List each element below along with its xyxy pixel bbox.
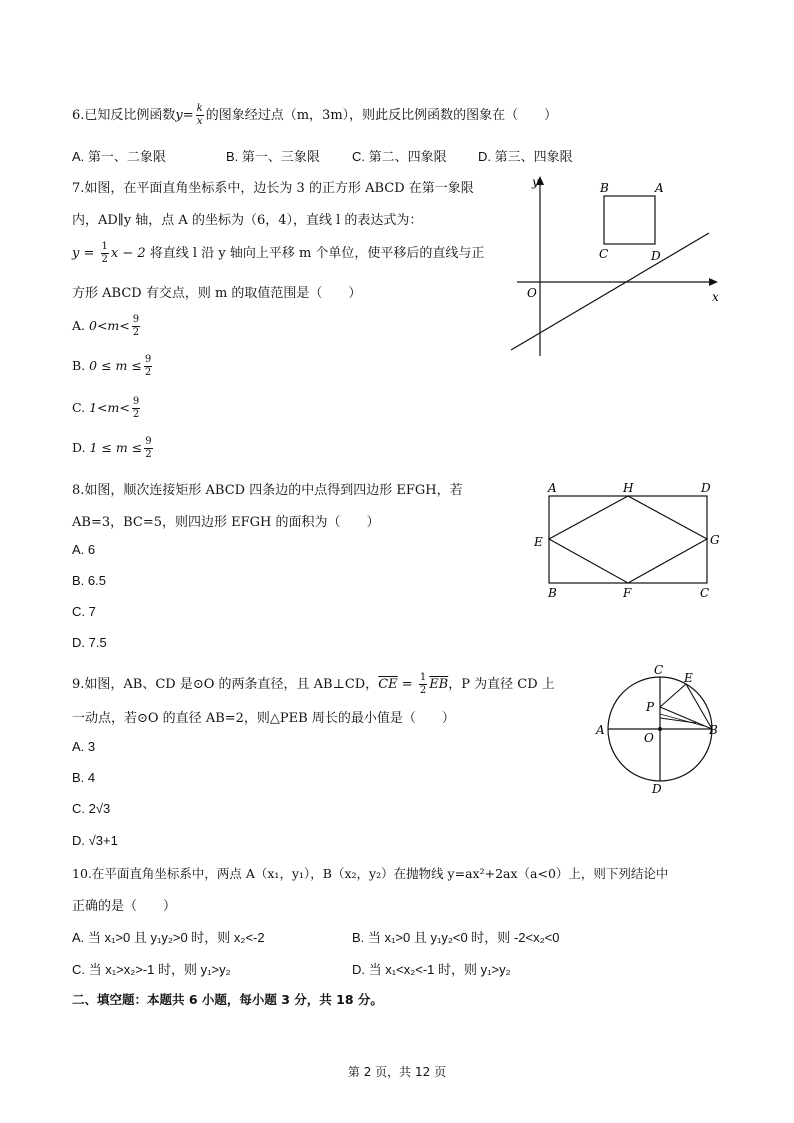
- q6-option-a: A. 第一、二象限: [72, 149, 166, 164]
- q7-label-d: D: [651, 249, 661, 263]
- q9-label-e: E: [684, 671, 693, 685]
- q7-line-1: 7.如图，在平面直角坐标系中，边长为 3 的正方形 ABCD 在第一象限: [72, 181, 474, 196]
- q6-option-c: C. 第二、四象限: [352, 149, 447, 164]
- q9-label-a: A: [596, 723, 605, 737]
- q8-rectangle-figure: [530, 478, 730, 603]
- q7-label-y: y: [532, 175, 539, 189]
- q9-arc-eb: $\overline{EB}$: [429, 677, 449, 692]
- q8-line-1: 8.如图，顺次连接矩形 ABCD 四条边的中点得到四边形 EFGH，若: [72, 483, 463, 498]
- q8-label-a: A: [548, 481, 557, 495]
- q8-option-b: B. 6.5: [72, 573, 106, 588]
- q8-label-b: B: [548, 586, 557, 600]
- page-footer: 第 2 页，共 12 页: [347, 1065, 447, 1079]
- q9-option-a: A. 3: [72, 739, 96, 754]
- q9-line-1: 9.如图，AB、CD 是⊙O 的两条直径，且 AB⊥CD，$\overline{CE}$ = $\frac{1}{2}$ $\overline{EB}$，P 为直径 CD 上: [72, 672, 555, 696]
- q6-text-before: 6.已知反比例函数: [72, 108, 176, 123]
- q8-option-c: C. 7: [72, 604, 96, 619]
- q8-line-2: AB=3，BC=5，则四边形 EFGH 的面积为（ ）: [72, 515, 380, 530]
- q8-quad-efgh: [549, 496, 707, 583]
- q7-label-x: x: [712, 290, 719, 304]
- q7-line-l: [511, 233, 709, 350]
- q10-option-a: A. 当 x₁>0 且 y₁y₂>0 时，则 x₂<-2: [72, 930, 265, 945]
- q7-line-3: y = $\frac{1}{2}$ x − 2 将直线 l 沿 y 轴向上平移 m 个单位，使平移后的直线与正: [72, 241, 485, 265]
- q9-line-2: 一动点，若⊙O 的直径 AB=2，则△PEB 周长的最小值是（ ）: [72, 711, 455, 726]
- q9-center-dot: [658, 727, 662, 731]
- q8-option-d: D. 7.5: [72, 635, 107, 650]
- q7-option-a: A. 0<m< $\frac{9}{2}$: [72, 314, 140, 338]
- q7-label-b: B: [600, 181, 609, 195]
- q6-text-after: 的图象经过点（m，3m），则此反比例函数的图象在（ ）: [205, 108, 558, 123]
- q9-option-b: B. 4: [72, 770, 96, 785]
- q9-label-d: D: [652, 782, 662, 796]
- q6-func-y: y=: [175, 108, 194, 123]
- q7-option-b: B. 0 ≤ m ≤ $\frac{9}{2}$: [72, 354, 152, 378]
- q6-option-b: B. 第一、三象限: [226, 149, 320, 164]
- q10-line-1: 10.在平面直角坐标系中，两点 A（x₁，y₁），B（x₂，y₂）在抛物线 y=ax²+2ax（a<0）上，则下列结论中: [72, 866, 669, 881]
- q7-label-o: O: [527, 286, 537, 300]
- q7-square-abcd: [604, 196, 655, 244]
- section-2-heading: 二、填空题：本题共 6 小题，每小题 3 分，共 18 分。: [72, 992, 383, 1007]
- q7-x-arrow: [709, 278, 718, 286]
- q8-label-g: G: [710, 533, 720, 547]
- q6-stem: [72, 103, 557, 128]
- q8-label-h: H: [623, 481, 634, 495]
- q8-label-c: C: [700, 586, 710, 600]
- q7-line-2: 内，AD∥y 轴，点 A 的坐标为（6，4），直线 l 的表达式为：: [72, 213, 423, 228]
- q7-option-c: C. 1<m< $\frac{9}{2}$: [72, 396, 140, 420]
- q9-circle-figure: [590, 660, 730, 800]
- q8-rectangle-abcd: [549, 496, 707, 583]
- q9-segment-pb: [660, 707, 712, 729]
- q7-label-c: C: [599, 247, 609, 261]
- q9-arc-ce: $\overline{CE}$: [378, 677, 398, 692]
- q9-label-o: O: [644, 731, 654, 745]
- q6-option-d: D. 第三、四象限: [478, 149, 573, 164]
- q7-coordinate-figure: [505, 172, 730, 362]
- q9-label-p: P: [646, 700, 655, 714]
- q10-line-2: 正确的是（ ）: [72, 899, 177, 914]
- q8-option-a: A. 6: [72, 542, 96, 557]
- q7-line-4: 方形 ABCD 有交点，则 m 的取值范围是（ ）: [72, 286, 362, 301]
- q7-option-d: D. 1 ≤ m ≤ $\frac{9}{2}$: [72, 436, 152, 460]
- q9-option-c: C. 2√3: [72, 801, 111, 816]
- q9-label-c: C: [654, 663, 664, 677]
- q9-label-b: B: [709, 723, 718, 737]
- q7-label-a: A: [655, 181, 664, 195]
- q6-fraction: $\frac{k}{x}$: [196, 103, 203, 127]
- q10-option-c: C. 当 x₁>x₂>-1 时，则 y₁>y₂: [72, 962, 231, 977]
- q10-option-d: D. 当 x₁<x₂<-1 时，则 y₁>y₂: [352, 962, 511, 977]
- q9-segment-pe: [660, 684, 686, 707]
- q8-label-f: F: [623, 586, 632, 600]
- q9-option-d: D. √3+1: [72, 833, 118, 848]
- q10-option-b: B. 当 x₁>0 且 y₁y₂<0 时，则 -2<x₂<0: [352, 930, 560, 945]
- q8-label-e: E: [534, 535, 543, 549]
- q8-label-d: D: [701, 481, 711, 495]
